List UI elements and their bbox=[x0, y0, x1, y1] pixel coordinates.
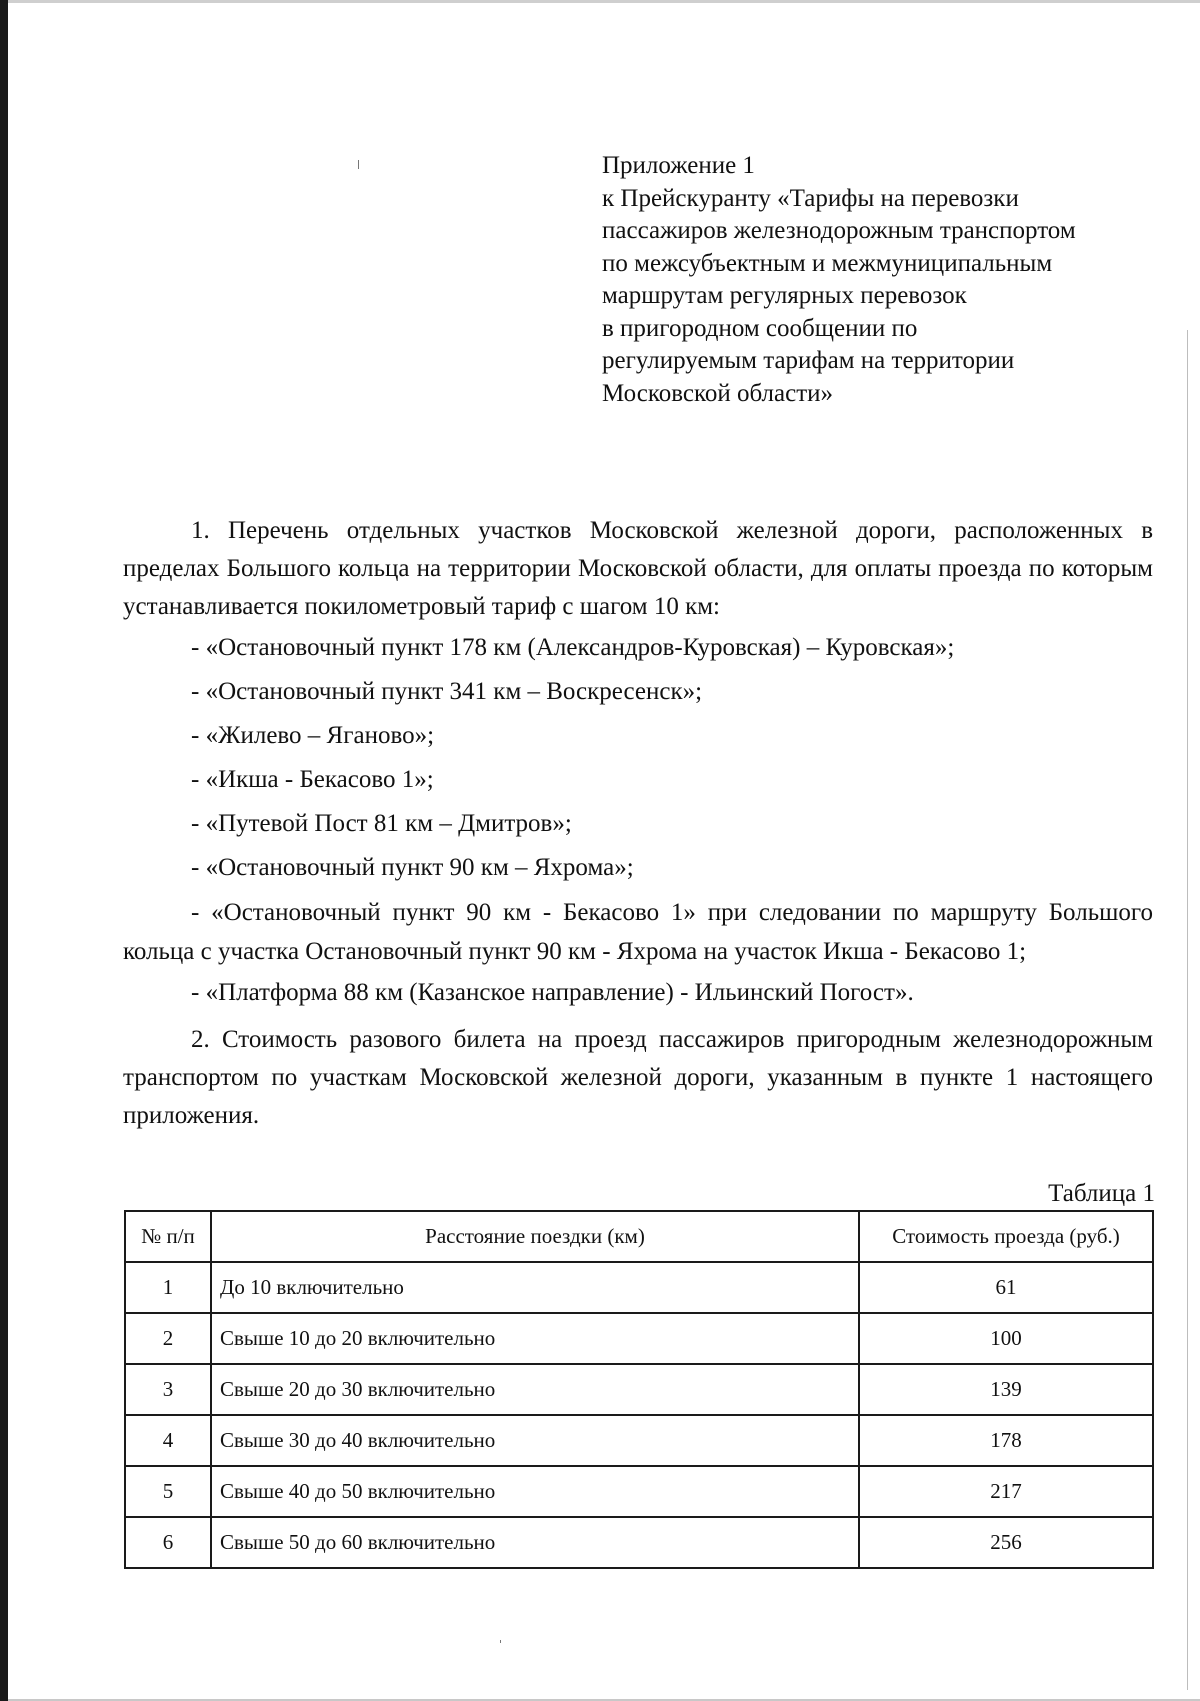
cell-distance: Свыше 40 до 50 включительно bbox=[211, 1466, 859, 1517]
scan-speck bbox=[358, 160, 359, 169]
table-row bbox=[125, 1262, 1153, 1313]
header-line: к Прейскуранту «Тарифы на перевозки bbox=[602, 184, 1019, 212]
table-row bbox=[125, 1466, 1153, 1517]
table-row bbox=[125, 1517, 1153, 1568]
cell-distance: Свыше 30 до 40 включительно bbox=[211, 1415, 859, 1466]
cell-num: 4 bbox=[125, 1415, 211, 1466]
table-header-row bbox=[125, 1211, 1153, 1262]
table-caption: Таблица 1 bbox=[1048, 1180, 1155, 1207]
cell-distance: Свыше 50 до 60 включительно bbox=[211, 1517, 859, 1568]
cell-num: 2 bbox=[125, 1313, 211, 1364]
cell-num: 5 bbox=[125, 1466, 211, 1517]
cell-num: 6 bbox=[125, 1517, 211, 1568]
cell-distance: Свыше 10 до 20 включительно bbox=[211, 1313, 859, 1364]
header-line: пассажиров железнодорожным транспортом bbox=[602, 217, 1076, 244]
header-line: по межсубъектным и межмуниципальным bbox=[602, 249, 1053, 277]
cell-num: 1 bbox=[125, 1262, 211, 1313]
list-item: - «Путевой Пост 81 км – Дмитров»; bbox=[191, 810, 572, 837]
cell-num: 3 bbox=[125, 1364, 211, 1415]
cell-cost: 256 bbox=[859, 1517, 1153, 1568]
cell-cost: 61 bbox=[859, 1262, 1153, 1313]
table-row bbox=[125, 1313, 1153, 1364]
list-item: - «Жилево – Яганово»; bbox=[191, 722, 435, 749]
scan-edge-top bbox=[0, 0, 1200, 3]
header-cost: Стоимость проезда (руб.) bbox=[859, 1211, 1153, 1262]
list-item-long: - «Остановочный пункт 90 км - Бекасово 1» при следовании по маршруту Большого кольца с участка Остановочный пункт 90 км - Яхрома на участок Икша - Бекасово 1; bbox=[123, 899, 1153, 965]
header-distance: Расстояние поездки (км) bbox=[211, 1211, 859, 1262]
header-line: маршрутам регулярных перевозок bbox=[602, 282, 967, 309]
list-item: - «Остановочный пункт 178 км (Александров-Куровская) – Куровская»; bbox=[191, 634, 955, 661]
cell-cost: 100 bbox=[859, 1313, 1153, 1364]
list-item: - «Икша - Бекасово 1»; bbox=[191, 766, 434, 793]
scan-edge-right bbox=[1187, 330, 1188, 1690]
header-line: регулируемым тарифам на территории bbox=[602, 347, 1015, 374]
section2-text: 2. Стоимость разового билета на проезд пассажиров пригородным железнодорожным транспортом по участкам Московской железной дороги, указанным в пункте 1 настоящего приложения. bbox=[123, 1026, 1153, 1129]
list-item: - «Остановочный пункт 90 км – Яхрома»; bbox=[191, 854, 634, 881]
cell-cost: 217 bbox=[859, 1466, 1153, 1517]
document-body bbox=[123, 512, 1153, 1135]
header-num: № п/п bbox=[125, 1211, 211, 1262]
list-item: - «Платформа 88 км (Казанское направление) - Ильинский Погост». bbox=[191, 979, 914, 1006]
table-row bbox=[125, 1364, 1153, 1415]
table-row bbox=[125, 1415, 1153, 1466]
cell-distance: Свыше 20 до 30 включительно bbox=[211, 1364, 859, 1415]
section1-intro: 1. Перечень отдельных участков Московской железной дороги, расположенных в пределах Большого кольца на территории Московской области, для оплаты проезда по которым устанавливается покилометровый тариф с шагом 10 км: bbox=[123, 517, 1153, 620]
header-line: Московской области» bbox=[602, 379, 834, 407]
scan-speck bbox=[500, 1640, 501, 1643]
scan-edge-left bbox=[0, 0, 8, 1701]
header-line: в пригородном сообщении по bbox=[602, 314, 918, 342]
list-item: - «Остановочный пункт 341 км – Воскресенск»; bbox=[191, 678, 703, 705]
cell-distance: До 10 включительно bbox=[211, 1262, 859, 1313]
cell-cost: 178 bbox=[859, 1415, 1153, 1466]
fare-table bbox=[124, 1210, 1154, 1569]
appendix-header bbox=[602, 150, 1162, 410]
cell-cost: 139 bbox=[859, 1364, 1153, 1415]
header-line: Приложение 1 bbox=[602, 152, 755, 179]
